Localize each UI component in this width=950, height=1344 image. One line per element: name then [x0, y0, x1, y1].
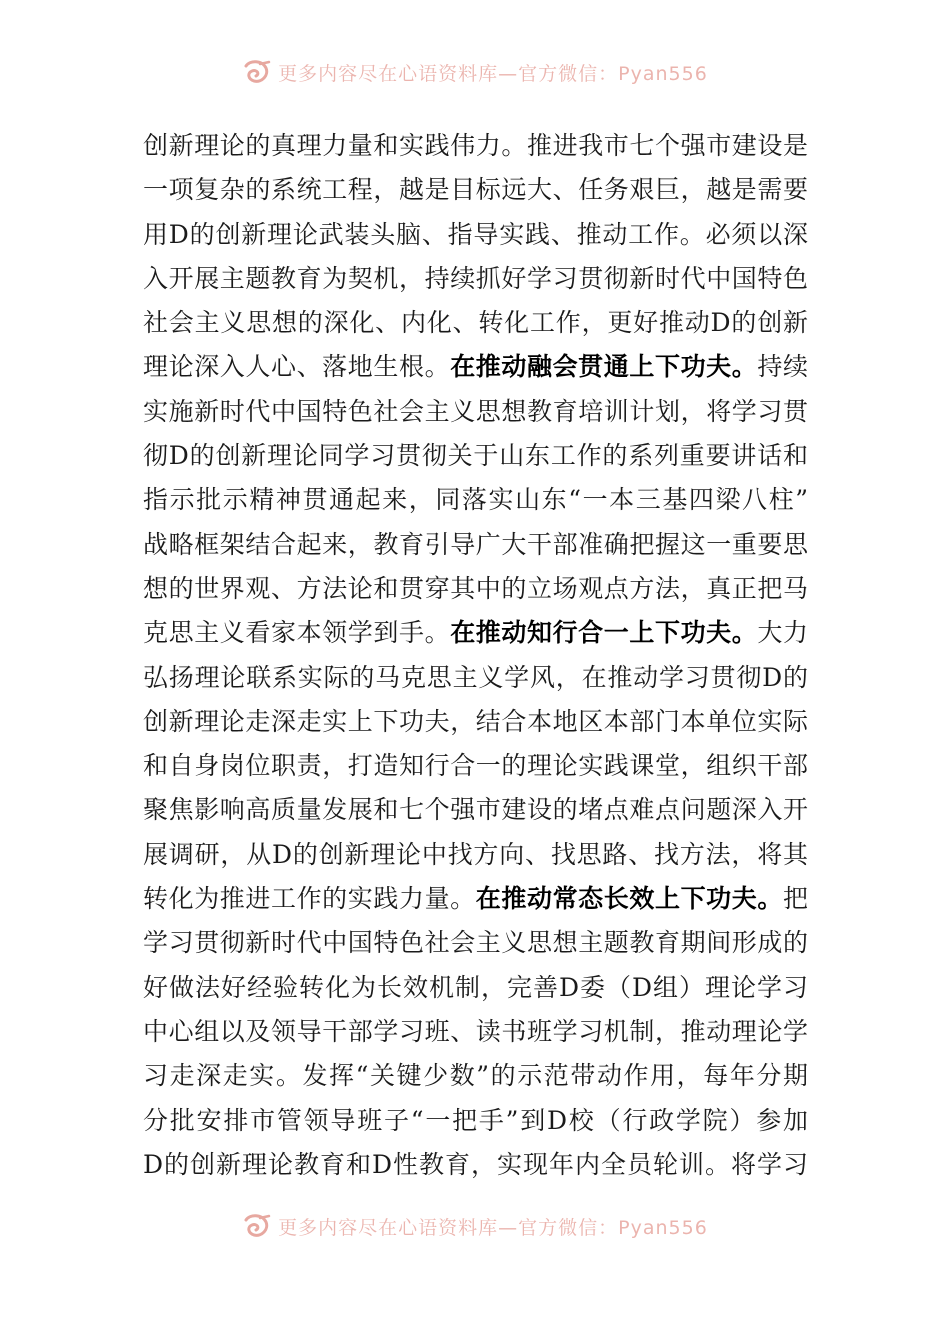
text-line — [143, 1054, 808, 1098]
text-line — [143, 700, 808, 744]
text-line — [143, 833, 808, 877]
text-line — [143, 1010, 808, 1054]
text-line — [143, 877, 808, 921]
body-text-run: 理论深入人心、落地生根。 — [143, 352, 451, 382]
body-text-run: 好做法好经验转化为长效机制，完善D委（D组）理论学习 — [143, 972, 808, 1002]
watermark-text: 更多内容尽在心语资料库—官方微信：Pyan556 — [278, 1216, 708, 1239]
body-text-run: 一项复杂的系统工程，越是目标远大、任务艰巨，越是需要 — [143, 175, 808, 205]
body-text-run: 和自身岗位职责，打造知行合一的理论实践课堂，组织干部 — [143, 751, 808, 781]
bold-heading-text: 在推动知行合一上下功夫。 — [450, 618, 758, 648]
body-text-run: 习走深走实。发挥“关键少数”的示范带动作用，每年分期 — [143, 1061, 808, 1091]
footer-watermark — [0, 1206, 950, 1246]
text-line — [143, 345, 808, 389]
body-text-run: 创新理论走深走实上下功夫，结合本地区本部门本单位实际 — [143, 706, 808, 736]
bold-heading-text: 在推动常态长效上下功夫。 — [475, 884, 783, 914]
body-text-run: 中心组以及领导干部学习班、读书班学习机制，推动理论学 — [143, 1016, 808, 1046]
text-line — [143, 656, 808, 700]
text-line — [143, 921, 808, 965]
text-line — [143, 1143, 808, 1187]
body-text-run: 战略框架结合起来，教育引导广大干部准确把握这一重要思 — [143, 529, 808, 559]
text-line — [143, 966, 808, 1010]
body-text-run: 想的世界观、方法论和贯穿其中的立场观点方法，真正把马 — [143, 573, 808, 603]
body-text-run: D的创新理论教育和D性教育，实现年内全员轮训。将学习 — [143, 1149, 808, 1179]
bold-heading-text: 在推动融会贯通上下功夫。 — [450, 352, 758, 382]
body-text-run: 实施新时代中国特色社会主义思想教育培训计划，将学习贯 — [143, 396, 808, 426]
body-text-run: 弘扬理论联系实际的马克思主义学风，在推动学习贯彻D的 — [143, 662, 808, 692]
text-line — [143, 168, 808, 212]
text-line — [143, 257, 808, 301]
text-line — [143, 788, 808, 832]
watermark-logo-icon — [242, 58, 272, 86]
body-text-run: 大力 — [757, 618, 808, 648]
text-line — [143, 478, 808, 522]
text-line — [143, 434, 808, 478]
text-line — [143, 301, 808, 345]
header-watermark — [0, 52, 950, 92]
body-text-run: 克思主义看家本领学到手。 — [143, 618, 451, 648]
body-text-run: 指示批示精神贯通起来，同落实山东“一本三基四梁八柱” — [143, 485, 808, 515]
text-line — [143, 523, 808, 567]
body-text-run: 彻D的创新理论同学习贯彻关于山东工作的系列重要讲话和 — [143, 441, 808, 471]
body-text-run: 学习贯彻新时代中国特色社会主义思想主题教育期间形成的 — [143, 928, 808, 958]
body-text-run: 社会主义思想的深化、内化、转化工作，更好推动D的创新 — [143, 308, 808, 338]
text-line — [143, 744, 808, 788]
watermark-logo-icon — [242, 1212, 272, 1240]
body-text-run: 展调研，从D的创新理论中找方向、找思路、找方法，将其 — [143, 839, 808, 869]
text-line — [143, 567, 808, 611]
body-text-run: 持续 — [757, 352, 808, 382]
body-text-run: 把 — [782, 884, 808, 914]
body-text-run: 用D的创新理论武装头脑、指导实践、推动工作。必须以深 — [143, 219, 808, 249]
watermark-text: 更多内容尽在心语资料库—官方微信：Pyan556 — [278, 62, 708, 85]
text-line — [143, 1099, 808, 1143]
text-line — [143, 611, 808, 655]
body-text-run: 分批安排市管领导班子“一把手”到D校（行政学院）参加 — [143, 1105, 808, 1135]
body-text-run: 创新理论的真理力量和实践伟力。推进我市七个强市建设是 — [143, 131, 808, 160]
body-text-run: 转化为推进工作的实践力量。 — [143, 884, 476, 914]
body-paragraph — [143, 124, 808, 1187]
text-line — [143, 213, 808, 257]
body-text-run: 聚焦影响高质量发展和七个强市建设的堵点难点问题深入开 — [143, 795, 808, 825]
text-line — [143, 390, 808, 434]
body-text-run: 入开展主题教育为契机，持续抓好学习贯彻新时代中国特色 — [143, 263, 808, 293]
text-line — [143, 124, 808, 168]
